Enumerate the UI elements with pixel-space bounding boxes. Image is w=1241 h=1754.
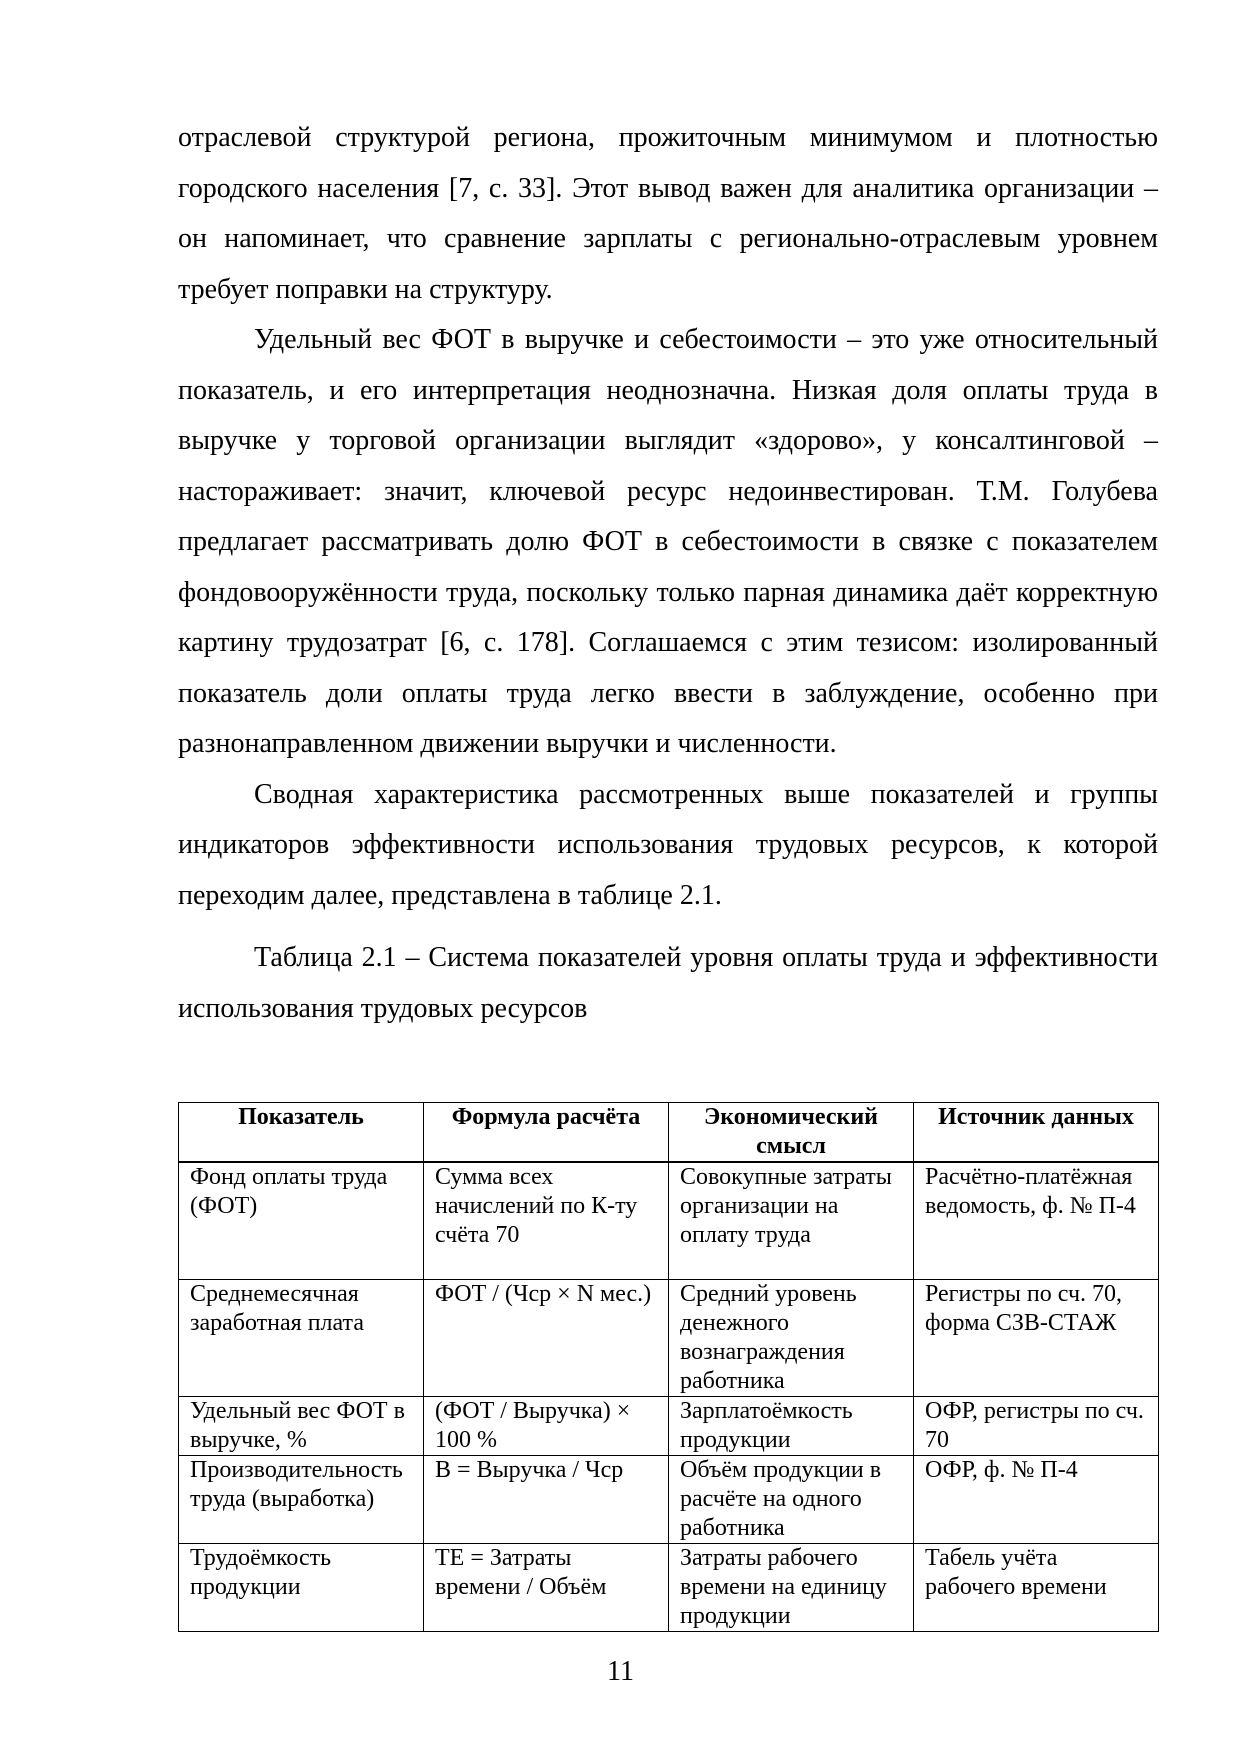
table-header-row bbox=[179, 1103, 1159, 1163]
table-row bbox=[179, 1162, 1159, 1280]
document-page bbox=[178, 113, 1158, 1034]
table-cell: Совокупные затраты организации на оплату труда bbox=[669, 1162, 914, 1280]
table-cell: Фонд оплаты труда (ФОТ) bbox=[179, 1162, 424, 1280]
table-cell: Расчётно-платёжная ведомость, ф. № П-4 bbox=[914, 1162, 1159, 1280]
table-cell: В = Выручка / Чср bbox=[424, 1456, 669, 1544]
table-cell: Регистры по сч. 70, форма СЗВ-СТАЖ bbox=[914, 1280, 1159, 1397]
table-cell: Сумма всех начислений по К-ту счёта 70 bbox=[424, 1162, 669, 1280]
header-indicator: Показатель bbox=[179, 1103, 424, 1163]
table-cell: (ФОТ / Выручка) × 100 % bbox=[424, 1397, 669, 1456]
paragraph-fot-share: Удельный вес ФОТ в выручке и себестоимости – это уже относительный показатель, и его интерпретация неоднозначна. Низкая доля оплаты труда в выручке у торговой организации выглядит «здорово», у консалтинговой – настораживает: значит, ключевой ресурс недоинвестирован. Т.М. Голубева предлагает рассматривать долю ФОТ в себестоимости в связке с показателем фондовооружённости труда, поскольку только парная динамика даёт корректную картину трудозатрат [6, с. 178]. Соглашаемся с этим тезисом: изолированный показатель доли оплаты труда легко ввести в заблуждение, особенно при разнонаправленном движении выручки и численности. bbox=[178, 324, 1158, 759]
header-formula: Формула расчёта bbox=[424, 1103, 669, 1163]
table-cell: Зарплатоёмкость продукции bbox=[669, 1397, 914, 1456]
table-cell: Средний уровень денежного вознаграждения работника bbox=[669, 1280, 914, 1397]
table-row bbox=[179, 1544, 1159, 1632]
page-number: 11 bbox=[607, 1656, 634, 1687]
table-cell: ТЕ = Затраты времени / Объём bbox=[424, 1544, 669, 1632]
table-cell: Среднемесячная заработная плата bbox=[179, 1280, 424, 1397]
table-row bbox=[179, 1397, 1159, 1456]
table-row bbox=[179, 1280, 1159, 1397]
paragraph-continuation: отраслевой структурой региона, прожиточным минимумом и плотностью городского населения [7, с. 33]. Этот вывод важен для аналитика организации – он напоминает, что сравнение зарплаты с регионально-отраслевым уровнем требует поправки на структуру. bbox=[178, 122, 1158, 305]
table-row bbox=[179, 1456, 1159, 1544]
table-cell: Производительность труда (выработка) bbox=[179, 1456, 424, 1544]
table-cell: Табель учёта рабочего времени bbox=[914, 1544, 1159, 1632]
table-cell: ОФР, регистры по сч. 70 bbox=[914, 1397, 1159, 1456]
table-cell: Удельный вес ФОТ в выручке, % bbox=[179, 1397, 424, 1456]
paragraph-summary: Сводная характеристика рассмотренных выше показателей и группы индикаторов эффективности использования трудовых ресурсов, к которой переходим далее, представлена в таблице 2.1. bbox=[178, 778, 1158, 911]
table-caption: Таблица 2.1 – Система показателей уровня оплаты труда и эффективности использования трудовых ресурсов bbox=[178, 942, 1158, 1024]
header-meaning: Экономический смысл bbox=[669, 1103, 914, 1163]
table-cell: ФОТ / (Чср × N мес.) bbox=[424, 1280, 669, 1397]
indicators-table bbox=[178, 1102, 1159, 1632]
header-source: Источник данных bbox=[914, 1103, 1159, 1163]
table-cell: Трудоёмкость продукции bbox=[179, 1544, 424, 1632]
table-cell: Затраты рабочего времени на единицу продукции bbox=[669, 1544, 914, 1632]
table-cell: Объём продукции в расчёте на одного работника bbox=[669, 1456, 914, 1544]
table-cell: ОФР, ф. № П-4 bbox=[914, 1456, 1159, 1544]
